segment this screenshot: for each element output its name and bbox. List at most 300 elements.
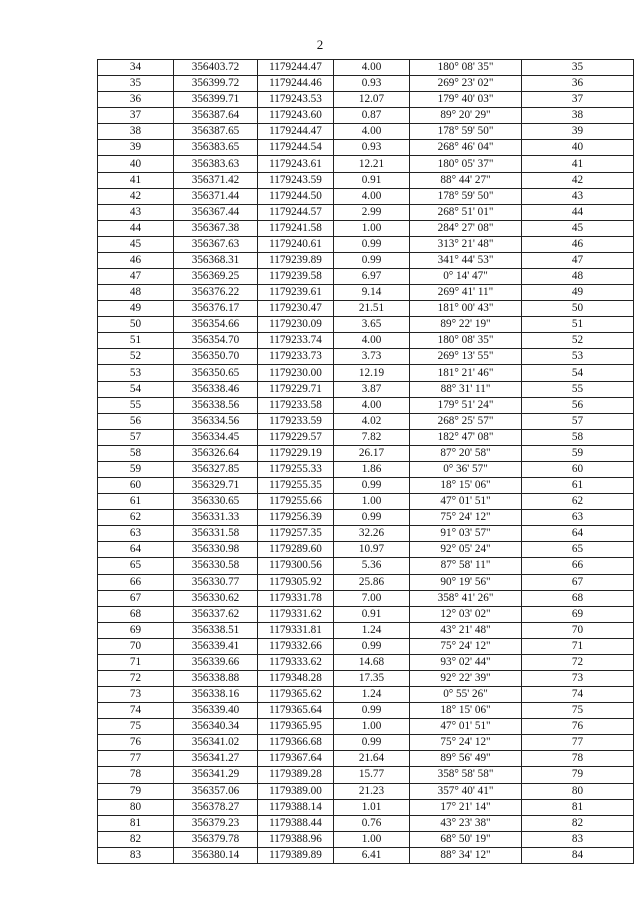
point-number-cell: 52 [98, 349, 174, 365]
distance-cell: 0.99 [334, 638, 410, 654]
y-coordinate-cell: 1179389.89 [258, 847, 334, 863]
x-coordinate-cell: 356357.06 [174, 783, 258, 799]
bearing-cell: 88° 31' 11" [410, 381, 522, 397]
x-coordinate-cell: 356399.72 [174, 76, 258, 92]
next-point-cell: 62 [522, 494, 634, 510]
next-point-cell: 84 [522, 847, 634, 863]
x-coordinate-cell: 356338.56 [174, 397, 258, 413]
bearing-cell: 180° 05' 37" [410, 156, 522, 172]
coordinates-table [97, 59, 634, 864]
bearing-cell: 179° 51' 24" [410, 397, 522, 413]
x-coordinate-cell: 356379.78 [174, 831, 258, 847]
x-coordinate-cell: 356383.63 [174, 156, 258, 172]
table-row [98, 510, 634, 526]
y-coordinate-cell: 1179233.58 [258, 397, 334, 413]
bearing-cell: 91° 03' 57" [410, 526, 522, 542]
table-row [98, 445, 634, 461]
x-coordinate-cell: 356383.65 [174, 140, 258, 156]
distance-cell: 0.99 [334, 478, 410, 494]
bearing-cell: 75° 24' 12" [410, 735, 522, 751]
x-coordinate-cell: 356368.31 [174, 252, 258, 268]
next-point-cell: 51 [522, 317, 634, 333]
distance-cell: 0.99 [334, 236, 410, 252]
x-coordinate-cell: 356380.14 [174, 847, 258, 863]
distance-cell: 21.51 [334, 301, 410, 317]
table-row [98, 494, 634, 510]
bearing-cell: 92° 22' 39" [410, 670, 522, 686]
table-row [98, 638, 634, 654]
distance-cell: 6.97 [334, 269, 410, 285]
point-number-cell: 38 [98, 124, 174, 140]
distance-cell: 2.99 [334, 204, 410, 220]
x-coordinate-cell: 356334.45 [174, 429, 258, 445]
bearing-cell: 12° 03' 02" [410, 606, 522, 622]
point-number-cell: 78 [98, 767, 174, 783]
x-coordinate-cell: 356378.27 [174, 799, 258, 815]
y-coordinate-cell: 1179233.73 [258, 349, 334, 365]
point-number-cell: 35 [98, 76, 174, 92]
bearing-cell: 47° 01' 51" [410, 719, 522, 735]
bearing-cell: 358° 58' 58" [410, 767, 522, 783]
table-row [98, 831, 634, 847]
distance-cell: 9.14 [334, 285, 410, 301]
table-row [98, 815, 634, 831]
table-row [98, 188, 634, 204]
bearing-cell: 75° 24' 12" [410, 638, 522, 654]
y-coordinate-cell: 1179255.33 [258, 461, 334, 477]
y-coordinate-cell: 1179366.68 [258, 735, 334, 751]
x-coordinate-cell: 356338.51 [174, 622, 258, 638]
distance-cell: 0.93 [334, 76, 410, 92]
bearing-cell: 43° 23' 38" [410, 815, 522, 831]
y-coordinate-cell: 1179239.58 [258, 269, 334, 285]
y-coordinate-cell: 1179389.00 [258, 783, 334, 799]
point-number-cell: 65 [98, 558, 174, 574]
point-number-cell: 66 [98, 574, 174, 590]
point-number-cell: 67 [98, 590, 174, 606]
next-point-cell: 71 [522, 638, 634, 654]
point-number-cell: 37 [98, 108, 174, 124]
bearing-cell: 92° 05' 24" [410, 542, 522, 558]
table-row [98, 847, 634, 863]
x-coordinate-cell: 356330.62 [174, 590, 258, 606]
x-coordinate-cell: 356338.46 [174, 381, 258, 397]
distance-cell: 1.86 [334, 461, 410, 477]
point-number-cell: 50 [98, 317, 174, 333]
distance-cell: 0.99 [334, 510, 410, 526]
x-coordinate-cell: 356387.64 [174, 108, 258, 124]
point-number-cell: 75 [98, 719, 174, 735]
next-point-cell: 69 [522, 606, 634, 622]
x-coordinate-cell: 356369.25 [174, 269, 258, 285]
table-row [98, 526, 634, 542]
bearing-cell: 0° 14' 47" [410, 269, 522, 285]
distance-cell: 17.35 [334, 670, 410, 686]
bearing-cell: 0° 36' 57" [410, 461, 522, 477]
distance-cell: 3.73 [334, 349, 410, 365]
point-number-cell: 77 [98, 751, 174, 767]
y-coordinate-cell: 1179244.47 [258, 124, 334, 140]
distance-cell: 1.24 [334, 622, 410, 638]
point-number-cell: 53 [98, 365, 174, 381]
next-point-cell: 54 [522, 365, 634, 381]
bearing-cell: 90° 19' 56" [410, 574, 522, 590]
y-coordinate-cell: 1179233.59 [258, 413, 334, 429]
point-number-cell: 73 [98, 687, 174, 703]
table-row [98, 252, 634, 268]
next-point-cell: 66 [522, 558, 634, 574]
next-point-cell: 44 [522, 204, 634, 220]
point-number-cell: 76 [98, 735, 174, 751]
x-coordinate-cell: 356339.40 [174, 703, 258, 719]
table-row [98, 574, 634, 590]
next-point-cell: 49 [522, 285, 634, 301]
bearing-cell: 180° 08' 35" [410, 60, 522, 76]
table-row [98, 317, 634, 333]
bearing-cell: 180° 08' 35" [410, 333, 522, 349]
y-coordinate-cell: 1179229.71 [258, 381, 334, 397]
next-point-cell: 59 [522, 445, 634, 461]
distance-cell: 0.99 [334, 735, 410, 751]
distance-cell: 3.87 [334, 381, 410, 397]
point-number-cell: 42 [98, 188, 174, 204]
next-point-cell: 73 [522, 670, 634, 686]
table-row [98, 558, 634, 574]
distance-cell: 0.87 [334, 108, 410, 124]
y-coordinate-cell: 1179333.62 [258, 654, 334, 670]
table-row [98, 333, 634, 349]
table-row [98, 719, 634, 735]
x-coordinate-cell: 356339.66 [174, 654, 258, 670]
table-row [98, 92, 634, 108]
point-number-cell: 57 [98, 429, 174, 445]
x-coordinate-cell: 356376.17 [174, 301, 258, 317]
bearing-cell: 269° 41' 11" [410, 285, 522, 301]
distance-cell: 4.00 [334, 124, 410, 140]
next-point-cell: 52 [522, 333, 634, 349]
next-point-cell: 35 [522, 60, 634, 76]
bearing-cell: 18° 15' 06" [410, 703, 522, 719]
point-number-cell: 64 [98, 542, 174, 558]
next-point-cell: 36 [522, 76, 634, 92]
y-coordinate-cell: 1179244.57 [258, 204, 334, 220]
next-point-cell: 43 [522, 188, 634, 204]
point-number-cell: 55 [98, 397, 174, 413]
table-row [98, 381, 634, 397]
distance-cell: 26.17 [334, 445, 410, 461]
point-number-cell: 79 [98, 783, 174, 799]
y-coordinate-cell: 1179230.00 [258, 365, 334, 381]
x-coordinate-cell: 356399.71 [174, 92, 258, 108]
next-point-cell: 79 [522, 767, 634, 783]
table-row [98, 285, 634, 301]
table-row [98, 301, 634, 317]
next-point-cell: 46 [522, 236, 634, 252]
bearing-cell: 284° 27' 08" [410, 220, 522, 236]
point-number-cell: 62 [98, 510, 174, 526]
distance-cell: 4.00 [334, 60, 410, 76]
bearing-cell: 268° 46' 04" [410, 140, 522, 156]
bearing-cell: 182° 47' 08" [410, 429, 522, 445]
x-coordinate-cell: 356341.29 [174, 767, 258, 783]
table-row [98, 767, 634, 783]
x-coordinate-cell: 356341.02 [174, 735, 258, 751]
y-coordinate-cell: 1179300.56 [258, 558, 334, 574]
next-point-cell: 65 [522, 542, 634, 558]
point-number-cell: 44 [98, 220, 174, 236]
point-number-cell: 47 [98, 269, 174, 285]
table-row [98, 461, 634, 477]
y-coordinate-cell: 1179241.58 [258, 220, 334, 236]
distance-cell: 12.19 [334, 365, 410, 381]
next-point-cell: 77 [522, 735, 634, 751]
y-coordinate-cell: 1179389.28 [258, 767, 334, 783]
distance-cell: 10.97 [334, 542, 410, 558]
x-coordinate-cell: 356331.58 [174, 526, 258, 542]
x-coordinate-cell: 356371.44 [174, 188, 258, 204]
x-coordinate-cell: 356367.38 [174, 220, 258, 236]
x-coordinate-cell: 356338.88 [174, 670, 258, 686]
table-row [98, 124, 634, 140]
point-number-cell: 59 [98, 461, 174, 477]
x-coordinate-cell: 356354.70 [174, 333, 258, 349]
next-point-cell: 56 [522, 397, 634, 413]
bearing-cell: 43° 21' 48" [410, 622, 522, 638]
point-number-cell: 72 [98, 670, 174, 686]
bearing-cell: 93° 02' 44" [410, 654, 522, 670]
next-point-cell: 39 [522, 124, 634, 140]
distance-cell: 6.41 [334, 847, 410, 863]
y-coordinate-cell: 1179239.89 [258, 252, 334, 268]
distance-cell: 7.82 [334, 429, 410, 445]
table-row [98, 606, 634, 622]
table-row [98, 76, 634, 92]
x-coordinate-cell: 356337.62 [174, 606, 258, 622]
x-coordinate-cell: 356376.22 [174, 285, 258, 301]
point-number-cell: 68 [98, 606, 174, 622]
point-number-cell: 41 [98, 172, 174, 188]
x-coordinate-cell: 356331.33 [174, 510, 258, 526]
x-coordinate-cell: 356330.65 [174, 494, 258, 510]
next-point-cell: 81 [522, 799, 634, 815]
x-coordinate-cell: 356350.65 [174, 365, 258, 381]
y-coordinate-cell: 1179255.35 [258, 478, 334, 494]
point-number-cell: 81 [98, 815, 174, 831]
next-point-cell: 60 [522, 461, 634, 477]
table-row [98, 654, 634, 670]
next-point-cell: 83 [522, 831, 634, 847]
point-number-cell: 60 [98, 478, 174, 494]
bearing-cell: 313° 21' 48" [410, 236, 522, 252]
table-row [98, 799, 634, 815]
point-number-cell: 80 [98, 799, 174, 815]
y-coordinate-cell: 1179305.92 [258, 574, 334, 590]
y-coordinate-cell: 1179233.74 [258, 333, 334, 349]
table-row [98, 751, 634, 767]
distance-cell: 12.07 [334, 92, 410, 108]
bearing-cell: 181° 21' 46" [410, 365, 522, 381]
distance-cell: 0.99 [334, 703, 410, 719]
point-number-cell: 36 [98, 92, 174, 108]
distance-cell: 0.99 [334, 252, 410, 268]
point-number-cell: 40 [98, 156, 174, 172]
distance-cell: 1.00 [334, 831, 410, 847]
x-coordinate-cell: 356330.98 [174, 542, 258, 558]
table-row [98, 735, 634, 751]
y-coordinate-cell: 1179331.78 [258, 590, 334, 606]
next-point-cell: 42 [522, 172, 634, 188]
next-point-cell: 40 [522, 140, 634, 156]
y-coordinate-cell: 1179256.39 [258, 510, 334, 526]
coordinates-table-body [98, 60, 634, 864]
table-row [98, 172, 634, 188]
distance-cell: 32.26 [334, 526, 410, 542]
x-coordinate-cell: 356341.27 [174, 751, 258, 767]
table-row [98, 204, 634, 220]
next-point-cell: 64 [522, 526, 634, 542]
x-coordinate-cell: 356334.56 [174, 413, 258, 429]
next-point-cell: 41 [522, 156, 634, 172]
y-coordinate-cell: 1179388.96 [258, 831, 334, 847]
bearing-cell: 68° 50' 19" [410, 831, 522, 847]
x-coordinate-cell: 356379.23 [174, 815, 258, 831]
table-row [98, 478, 634, 494]
y-coordinate-cell: 1179388.44 [258, 815, 334, 831]
y-coordinate-cell: 1179348.28 [258, 670, 334, 686]
point-number-cell: 34 [98, 60, 174, 76]
x-coordinate-cell: 356371.42 [174, 172, 258, 188]
y-coordinate-cell: 1179257.35 [258, 526, 334, 542]
table-row [98, 687, 634, 703]
bearing-cell: 75° 24' 12" [410, 510, 522, 526]
distance-cell: 0.91 [334, 606, 410, 622]
point-number-cell: 54 [98, 381, 174, 397]
bearing-cell: 178° 59' 50" [410, 124, 522, 140]
bearing-cell: 47° 01' 51" [410, 494, 522, 510]
y-coordinate-cell: 1179289.60 [258, 542, 334, 558]
y-coordinate-cell: 1179331.62 [258, 606, 334, 622]
y-coordinate-cell: 1179229.57 [258, 429, 334, 445]
bearing-cell: 268° 25' 57" [410, 413, 522, 429]
x-coordinate-cell: 356338.16 [174, 687, 258, 703]
y-coordinate-cell: 1179229.19 [258, 445, 334, 461]
table-row [98, 220, 634, 236]
x-coordinate-cell: 356339.41 [174, 638, 258, 654]
distance-cell: 0.76 [334, 815, 410, 831]
next-point-cell: 74 [522, 687, 634, 703]
bearing-cell: 89° 56' 49" [410, 751, 522, 767]
y-coordinate-cell: 1179244.50 [258, 188, 334, 204]
next-point-cell: 80 [522, 783, 634, 799]
y-coordinate-cell: 1179240.61 [258, 236, 334, 252]
distance-cell: 12.21 [334, 156, 410, 172]
y-coordinate-cell: 1179331.81 [258, 622, 334, 638]
point-number-cell: 39 [98, 140, 174, 156]
distance-cell: 14.68 [334, 654, 410, 670]
point-number-cell: 70 [98, 638, 174, 654]
x-coordinate-cell: 356330.77 [174, 574, 258, 590]
y-coordinate-cell: 1179244.47 [258, 60, 334, 76]
point-number-cell: 56 [98, 413, 174, 429]
x-coordinate-cell: 356350.70 [174, 349, 258, 365]
next-point-cell: 57 [522, 413, 634, 429]
bearing-cell: 269° 13' 55" [410, 349, 522, 365]
next-point-cell: 53 [522, 349, 634, 365]
y-coordinate-cell: 1179230.47 [258, 301, 334, 317]
bearing-cell: 0° 55' 26" [410, 687, 522, 703]
y-coordinate-cell: 1179244.46 [258, 76, 334, 92]
bearing-cell: 87° 58' 11" [410, 558, 522, 574]
y-coordinate-cell: 1179367.64 [258, 751, 334, 767]
next-point-cell: 63 [522, 510, 634, 526]
bearing-cell: 17° 21' 14" [410, 799, 522, 815]
table-row [98, 703, 634, 719]
distance-cell: 1.01 [334, 799, 410, 815]
bearing-cell: 341° 44' 53" [410, 252, 522, 268]
point-number-cell: 58 [98, 445, 174, 461]
bearing-cell: 358° 41' 26" [410, 590, 522, 606]
distance-cell: 4.02 [334, 413, 410, 429]
distance-cell: 3.65 [334, 317, 410, 333]
point-number-cell: 45 [98, 236, 174, 252]
bearing-cell: 18° 15' 06" [410, 478, 522, 494]
table-row [98, 622, 634, 638]
point-number-cell: 83 [98, 847, 174, 863]
distance-cell: 1.00 [334, 494, 410, 510]
y-coordinate-cell: 1179332.66 [258, 638, 334, 654]
bearing-cell: 87° 20' 58" [410, 445, 522, 461]
x-coordinate-cell: 356329.71 [174, 478, 258, 494]
bearing-cell: 268° 51' 01" [410, 204, 522, 220]
table-row [98, 349, 634, 365]
next-point-cell: 61 [522, 478, 634, 494]
next-point-cell: 37 [522, 92, 634, 108]
next-point-cell: 55 [522, 381, 634, 397]
bearing-cell: 269° 23' 02" [410, 76, 522, 92]
next-point-cell: 68 [522, 590, 634, 606]
distance-cell: 5.36 [334, 558, 410, 574]
point-number-cell: 61 [98, 494, 174, 510]
point-number-cell: 82 [98, 831, 174, 847]
point-number-cell: 63 [98, 526, 174, 542]
distance-cell: 21.23 [334, 783, 410, 799]
next-point-cell: 75 [522, 703, 634, 719]
distance-cell: 4.00 [334, 397, 410, 413]
point-number-cell: 46 [98, 252, 174, 268]
distance-cell: 1.00 [334, 719, 410, 735]
bearing-cell: 178° 59' 50" [410, 188, 522, 204]
next-point-cell: 82 [522, 815, 634, 831]
point-number-cell: 51 [98, 333, 174, 349]
table-row [98, 590, 634, 606]
x-coordinate-cell: 356340.34 [174, 719, 258, 735]
table-row [98, 397, 634, 413]
y-coordinate-cell: 1179239.61 [258, 285, 334, 301]
next-point-cell: 50 [522, 301, 634, 317]
bearing-cell: 88° 44' 27" [410, 172, 522, 188]
table-row [98, 429, 634, 445]
table-row [98, 542, 634, 558]
x-coordinate-cell: 356326.64 [174, 445, 258, 461]
page-number: 2 [316, 37, 324, 52]
distance-cell: 4.00 [334, 333, 410, 349]
distance-cell: 7.00 [334, 590, 410, 606]
y-coordinate-cell: 1179365.64 [258, 703, 334, 719]
next-point-cell: 45 [522, 220, 634, 236]
distance-cell: 15.77 [334, 767, 410, 783]
y-coordinate-cell: 1179255.66 [258, 494, 334, 510]
y-coordinate-cell: 1179243.53 [258, 92, 334, 108]
